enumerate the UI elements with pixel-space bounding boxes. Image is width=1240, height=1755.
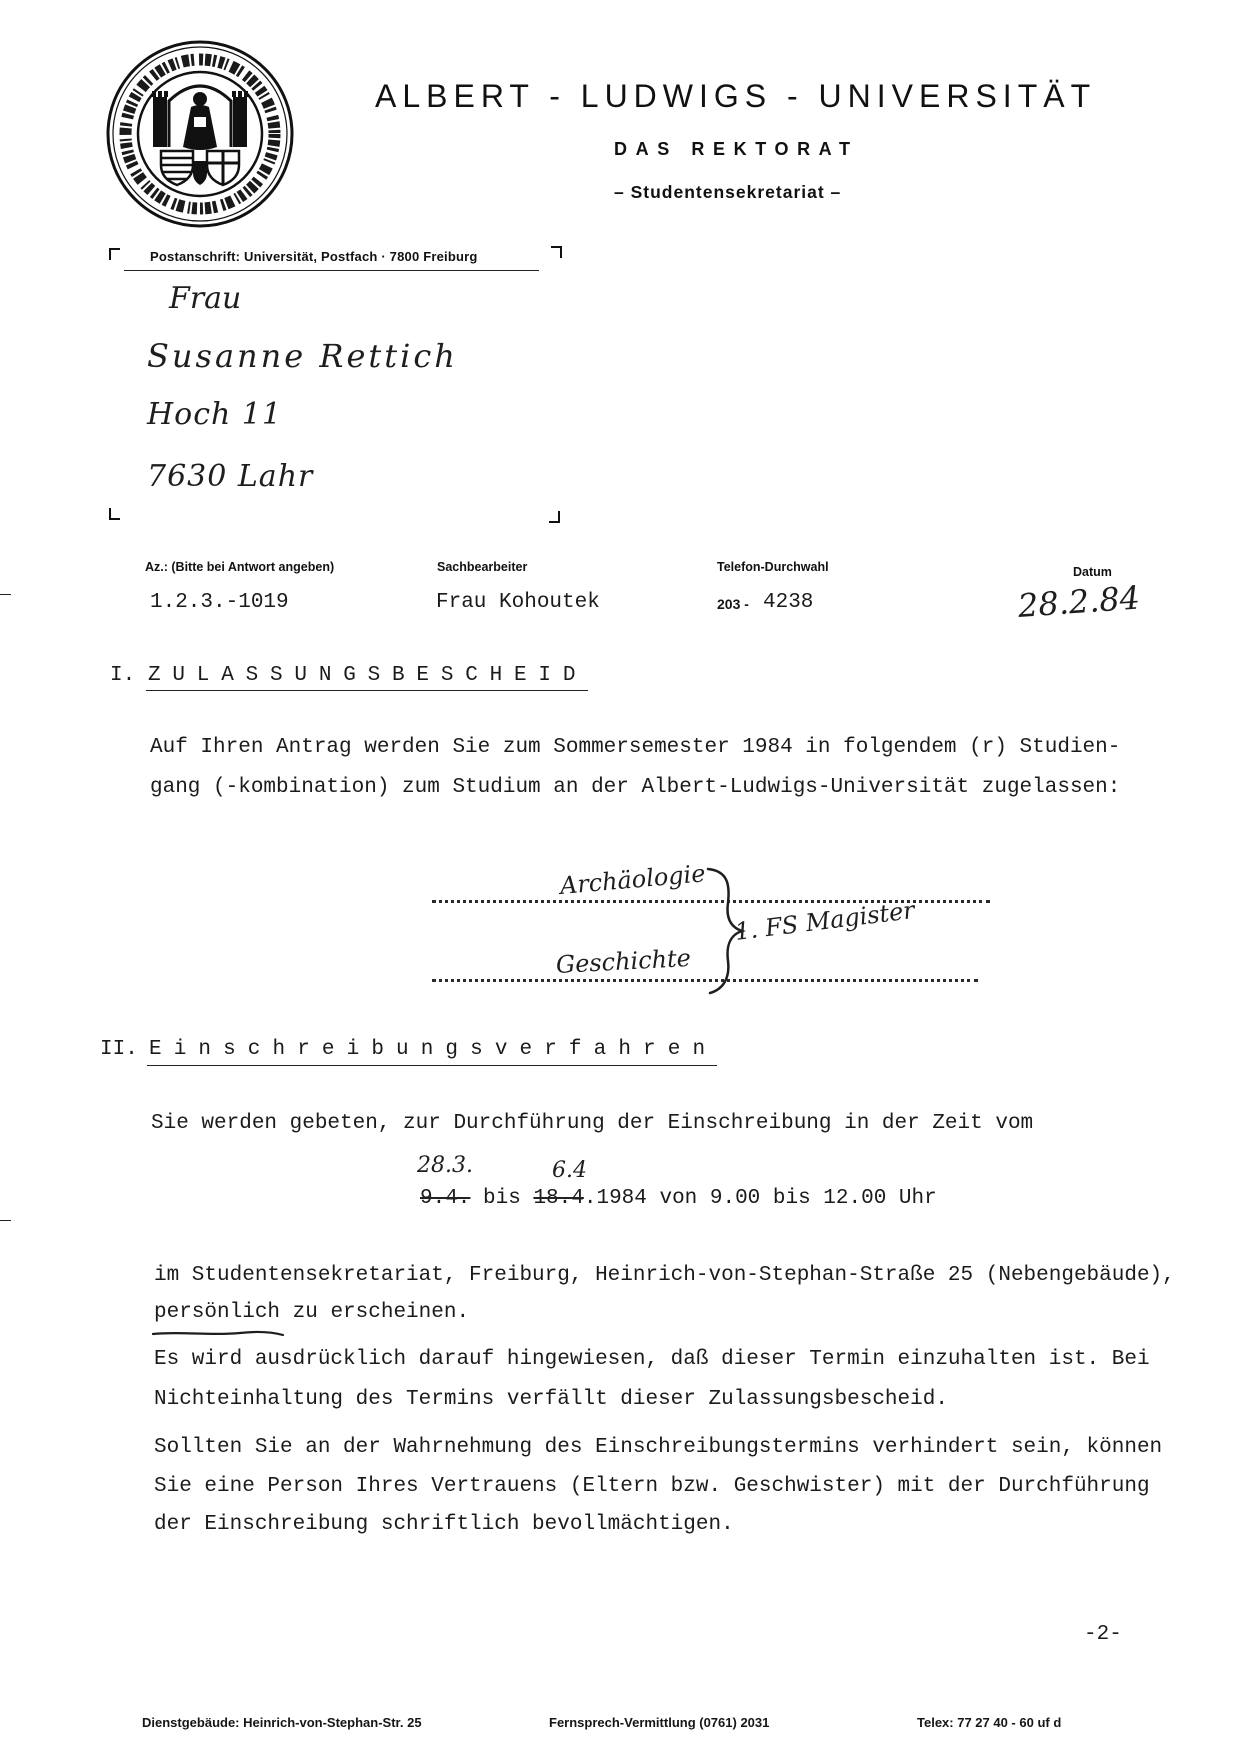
- clerk-label: Sachbearbeiter: [437, 560, 528, 574]
- clerk-name: Frau Kohoutek: [436, 591, 600, 614]
- footer-phone: Fernsprech-Vermittlung (0761) 2031: [549, 1715, 770, 1730]
- window-corner-bottom-left: [109, 508, 120, 520]
- original-start-date: 9.4.: [420, 1187, 471, 1210]
- program-degree-note: 1. FS Magister: [733, 896, 917, 946]
- postal-address-underline: [124, 270, 539, 271]
- appear-rest: zu erscheinen.: [280, 1301, 470, 1324]
- enrollment-date-line: [420, 1188, 937, 1209]
- proxy-line-1: Sollten Sie an der Wahrnehmung des Einschreibungstermins verhindert sein, können: [154, 1436, 1163, 1459]
- section-1-heading-underline: [146, 690, 588, 691]
- section-1-heading: ZULASSUNGSBESCHEID: [148, 664, 588, 687]
- university-name: ALBERT - LUDWIGS - UNIVERSITÄT: [375, 78, 1097, 114]
- phone-extension: 4238: [763, 591, 814, 614]
- notice-line-2: Nichteinhaltung des Termins verfällt dieser Zulassungsbescheid.: [154, 1388, 948, 1411]
- window-corner-top-right: [551, 246, 562, 258]
- section-2-heading-underline: [147, 1065, 717, 1066]
- corrected-start-date: 28.3.: [417, 1153, 473, 1178]
- corrected-end-date: 6.4: [552, 1158, 587, 1183]
- date-range-rest: .1984 von 9.00 bis 12.00 Uhr: [583, 1187, 937, 1210]
- admission-text-line-2: gang (-kombination) zum Studium an der Albert-Ludwigs-Universität zugelassen:: [150, 776, 1121, 799]
- postal-address-line: Postanschrift: Universität, Postfach · 7800 Freiburg: [150, 249, 478, 264]
- university-seal: [103, 37, 297, 231]
- original-end-date: 18.4: [533, 1187, 584, 1210]
- admission-text-line-1: Auf Ihren Antrag werden Sie zum Sommersemester 1984 in folgendem (r) Studien-: [150, 736, 1121, 759]
- appear-emphasis: persönlich: [154, 1301, 281, 1324]
- footer-telex: Telex: 77 27 40 - 60 uf d: [917, 1715, 1062, 1730]
- department-name: – Studentensekretariat –: [614, 182, 842, 202]
- reference-number: 1.2.3.-1019: [150, 591, 289, 614]
- notice-line-1: Es wird ausdrücklich darauf hingewiesen, daß dieser Termin einzuhalten ist. Bei: [154, 1348, 1150, 1371]
- footer-building: Dienstgebäude: Heinrich-von-Stephan-Str. 25: [142, 1715, 422, 1730]
- appear-instruction: [154, 1302, 469, 1323]
- window-corner-top-left: [109, 248, 120, 260]
- letter-date: 28.2.84: [1016, 578, 1142, 625]
- section-2-heading: Einschreibungsverfahren: [149, 1038, 718, 1061]
- proxy-line-2: Sie eine Person Ihres Vertrauens (Eltern bzw. Geschwister) mit der Durchführung: [154, 1475, 1150, 1498]
- page-number: -2-: [1084, 1623, 1122, 1646]
- recipient-name: Susanne Rettich: [147, 337, 458, 375]
- fold-mark-upper: [0, 594, 11, 595]
- section-2-number: II.: [100, 1038, 138, 1061]
- phone-label: Telefon-Durchwahl: [717, 560, 829, 574]
- program-history: Geschichte: [555, 943, 692, 979]
- phone-prefix: 203 -: [717, 596, 749, 612]
- enrollment-location: im Studentensekretariat, Freiburg, Heinrich-von-Stephan-Straße 25 (Nebengebäude),: [154, 1264, 1175, 1287]
- fold-mark-lower: [0, 1220, 11, 1221]
- handwritten-underline: [150, 1326, 286, 1340]
- recipient-city: 7630 Lahr: [147, 459, 314, 494]
- recipient-street: Hoch 11: [147, 397, 283, 432]
- recipient-salutation: Frau: [169, 281, 242, 316]
- program-archaeology: Archäologie: [558, 859, 707, 900]
- seal-emblem: [152, 86, 248, 185]
- section-1-number: I.: [110, 664, 136, 687]
- enrollment-intro: Sie werden gebeten, zur Durchführung der Einschreibung in der Zeit vom: [151, 1112, 1034, 1135]
- date-label: Datum: [1073, 565, 1112, 579]
- office-name: DAS REKTORAT: [614, 139, 859, 159]
- date-range-separator: bis: [470, 1187, 534, 1210]
- window-corner-bottom-right: [549, 511, 560, 523]
- proxy-line-3: der Einschreibung schriftlich bevollmächtigen.: [154, 1513, 734, 1536]
- reference-number-label: Az.: (Bitte bei Antwort angeben): [145, 560, 335, 574]
